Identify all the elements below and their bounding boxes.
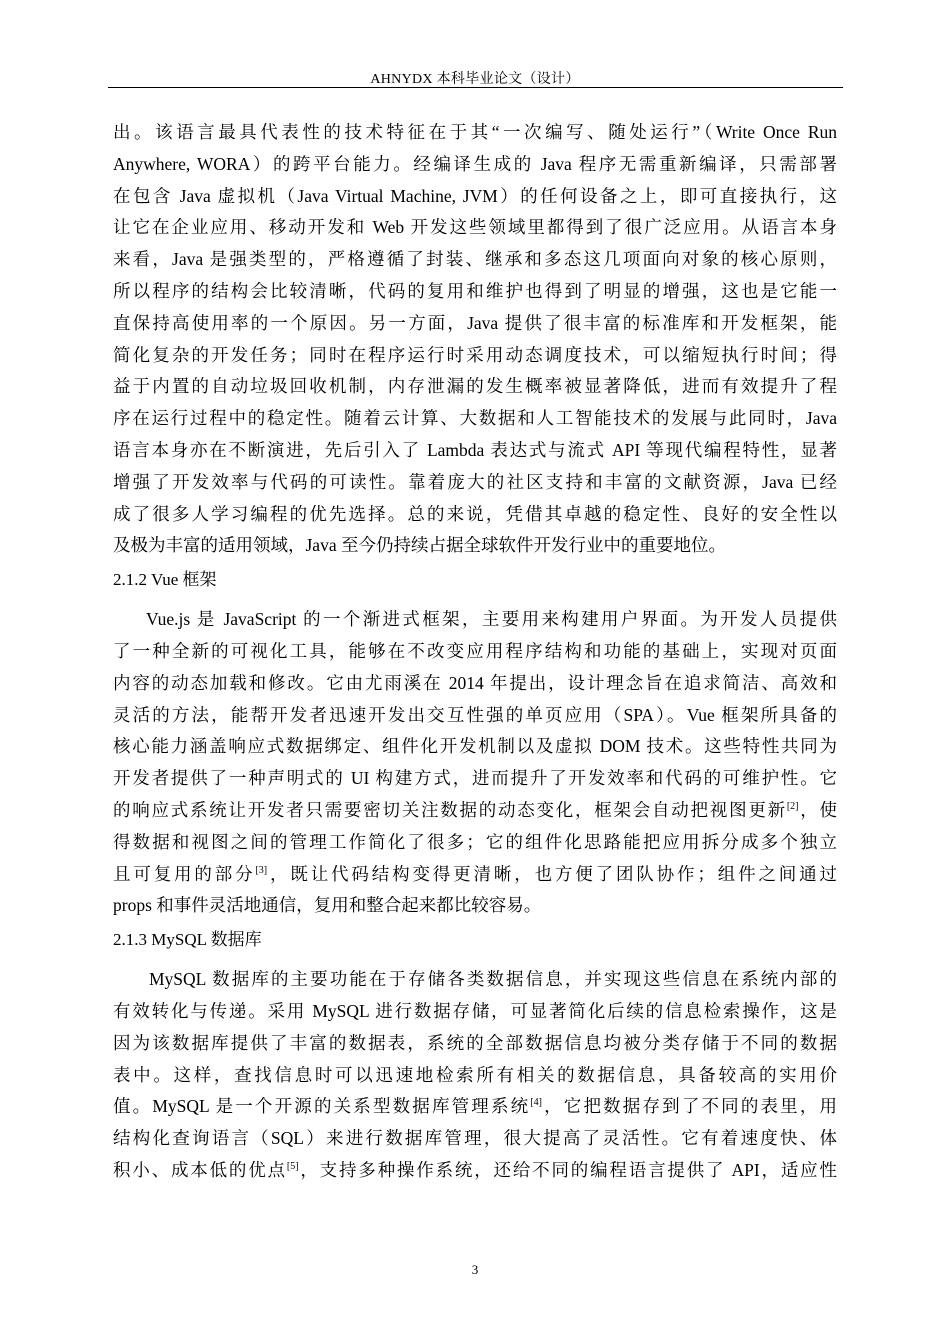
text-line: 得数据和视图之间的管理工作简化了很多；它的组件化思路能把应用拆分成多个独立 xyxy=(113,831,837,852)
text-line xyxy=(113,795,837,827)
text-line: 益于内置的自动垃圾回收机制，内存泄漏的发生概率被显著降低，进而有效提升了程 xyxy=(113,376,837,397)
text-line: 在包含 Java 虚拟机（Java Virtual Machine, JVM）的任何设备之上，即可直接执行，这 xyxy=(113,185,837,206)
text-line: 成了很多人学习编程的优先选择。总的来说，凭借其卓越的稳定性、良好的安全性以 xyxy=(113,503,837,524)
text-line: 增强了开发效率与代码的可读性。靠着庞大的社区支持和丰富的文献资源，Java 已经 xyxy=(113,471,837,492)
line-text: ，支持多种操作系统，还给不同的编程语言提供了 API，适应性 xyxy=(298,1159,837,1180)
line-text: ，既让代码结构变得更清晰，也方便了团队协作；组件之间通过 xyxy=(267,863,838,884)
line-text: ，它把数据存到了不同的表里，用 xyxy=(541,1096,837,1117)
text-line xyxy=(113,859,837,891)
text-line: 序在运行过程中的稳定性。随着云计算、大数据和人工智能技术的发展与此同时，Java xyxy=(113,408,837,429)
line-text: 的响应式系统让开发者只需要密切关注数据的动态变化，框架会自动把视图更新 xyxy=(113,799,787,820)
text-line: 及极为丰富的适用领域，Java 至今仍持续占据全球软件开发行业中的重要地位。 xyxy=(113,535,726,556)
text-line: 结构化查询语言（SQL）来进行数据库管理，很大提高了灵活性。它有着速度快、体 xyxy=(113,1128,837,1149)
text-line: 直保持高使用率的一个原因。另一方面，Java 提供了很丰富的标准库和开发框架，能 xyxy=(113,312,837,333)
line-text: 且可复用的部分 xyxy=(113,863,256,884)
text-line xyxy=(113,1155,837,1187)
text-line: 核心能力涵盖响应式数据绑定、组件化开发机制以及虚拟 DOM 技术。这些特性共同为 xyxy=(113,736,837,757)
text-line: 语言本身亦在不断演进，先后引入了 Lambda 表达式与流式 API 等现代编程特性，显著 xyxy=(113,439,837,460)
text-line: 灵活的方法，能帮开发者迅速开发出交互性强的单页应用（SPA）。Vue 框架所具备的 xyxy=(113,704,837,725)
text-line: 让它在企业应用、移动开发和 Web 开发这些领域里都得到了很广泛应用。从语言本身 xyxy=(113,217,837,238)
page-number: 3 xyxy=(471,1262,479,1277)
text-line: 表中。这样，查找信息时可以迅速地检索所有相关的数据信息，具备较高的实用价 xyxy=(113,1064,837,1085)
text-line: 了一种全新的可视化工具，能够在不改变应用程序结构和功能的基础上，实现对页面 xyxy=(113,640,837,661)
text-line: 因为该数据库提供了丰富的数据表，系统的全部数据信息均被分类存储于不同的数据 xyxy=(113,1032,837,1053)
section-heading-vue: 2.1.2 Vue 框架 xyxy=(113,570,217,590)
document-body xyxy=(113,117,837,1187)
java-paragraph xyxy=(113,117,837,562)
text-line: MySQL 数据库的主要功能在于存储各类数据信息，并实现这些信息在系统内部的 xyxy=(149,969,837,990)
line-text: 值。MySQL 是一个开源的关系型数据库管理系统 xyxy=(113,1096,531,1117)
text-line: 开发者提供了一种声明式的 UI 构建方式，进而提升了开发效率和代码的可维护性。它 xyxy=(113,768,837,789)
line-text: 积小、成本低的优点 xyxy=(113,1159,287,1180)
citation-ref: [5] xyxy=(286,1161,299,1173)
text-line: Anywhere, WORA）的跨平台能力。经编译生成的 Java 程序无需重新编译，只需部署 xyxy=(113,153,837,174)
text-line xyxy=(113,1091,837,1123)
text-line: 来看，Java 是强类型的，严格遵循了封装、继承和多态这几项面向对象的核心原则， xyxy=(113,249,837,270)
text-line: 内容的动态加载和修改。它由尤雨溪在 2014 年提出，设计理念旨在追求简洁、高效和 xyxy=(113,672,837,693)
page-header: AHNYDX 本科毕业论文（设计） xyxy=(370,72,580,87)
citation-ref: [3] xyxy=(255,864,268,876)
text-line: 简化复杂的开发任务；同时在程序运行时采用动态调度技术，可以缩短执行时间；得 xyxy=(113,344,837,365)
text-line: 所以程序的结构会比较清晰，代码的复用和维护也得到了明显的增强，这也是它能一 xyxy=(113,280,837,301)
text-line: props 和事件灵活地通信，复用和整合起来都比较容易。 xyxy=(113,895,542,916)
header-divider xyxy=(108,87,843,88)
text-line: 有效转化与传递。采用 MySQL 进行数据存储，可显著简化后续的信息检索操作，这是 xyxy=(113,1000,837,1021)
section-heading-mysql: 2.1.3 MySQL 数据库 xyxy=(113,930,262,950)
vue-paragraph xyxy=(113,604,837,922)
mysql-paragraph xyxy=(113,964,837,1187)
text-line: 出。该语言最具代表性的技术特征在于其“一次编写、随处运行”（Write Once Run xyxy=(113,122,837,142)
citation-ref: [2] xyxy=(786,801,799,813)
line-text: ，使 xyxy=(798,799,838,820)
text-line: Vue.js 是 JavaScript 的一个渐进式框架，主要用来构建用户界面。为开发人员提供 xyxy=(146,609,837,630)
citation-ref: [4] xyxy=(530,1097,542,1109)
